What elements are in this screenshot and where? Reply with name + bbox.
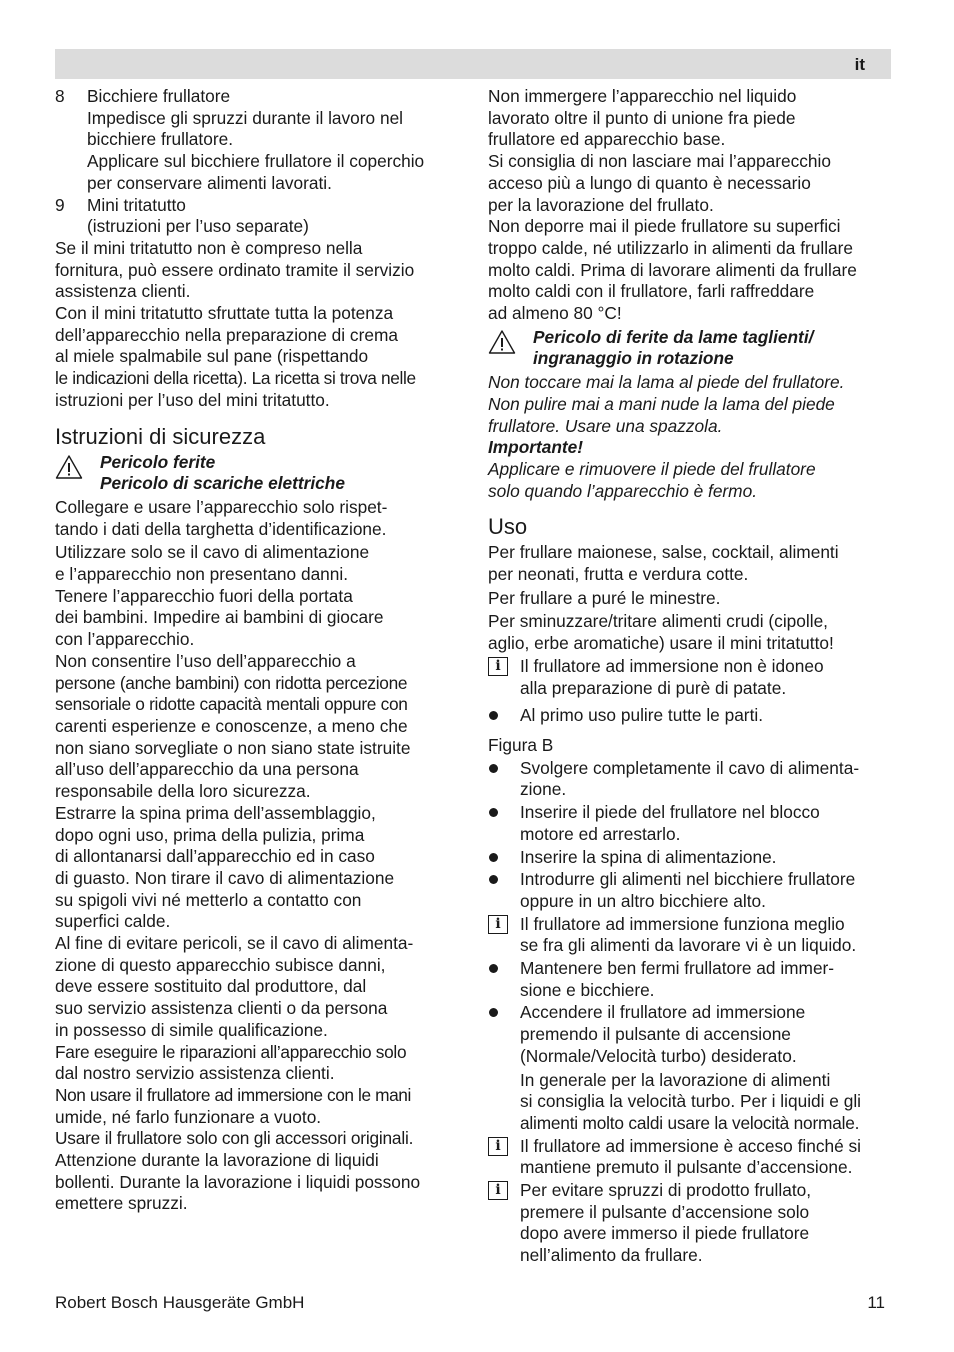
text-line: responsabile della loro sicurezza. [55,781,311,802]
text-line: bicchiere frullatore. [87,129,233,150]
text-line: Per sminuzzare/tritare alimenti crudi (cipolle, [488,611,828,632]
text-line: Per frullare a puré le minestre. [488,587,721,608]
bullet-icon [489,964,498,973]
text-line: oppure in un altro bicchiere alto. [520,890,766,911]
text-line: solo quando l’apparecchio è fermo. [488,480,757,501]
bullet-icon [489,875,498,884]
text-line: frullatore. Usare una spazzola. [488,415,723,436]
text-line: bollenti. Durante la lavorazione i liquidi possono [55,1171,421,1192]
text-line: alla preparazione di purè di patate. [520,677,787,698]
text-line: motore ed arrestarlo. [520,823,681,844]
text-line: Per evitare spruzzi di prodotto frullato, [520,1180,812,1201]
right-column [488,86,894,1267]
text-line: mantiene premuto il pulsante d’accensione. [520,1157,853,1178]
language-code: it [854,55,865,74]
list-item [488,869,894,912]
text-line: le indicazioni della ricetta). La ricetta si trova nelle [55,368,416,389]
paragraph [488,611,894,654]
text-line: Non immergere l’apparecchio nel liquido [488,86,797,106]
page-footer [55,1292,885,1314]
list-item [488,1002,894,1134]
list-item [488,958,894,1001]
text-line: Per frullare maionese, salse, cocktail, alimenti [488,542,839,563]
text-line: dell’apparecchio nella preparazione di crema [55,324,398,345]
info-note [488,1180,894,1267]
header-bar [55,49,891,79]
text-line: Svolgere completamente il cavo di alimenta- [520,757,860,778]
text-line: dopo ogni uso, prima della pulizia, prima [55,824,365,845]
text-line: Il frullatore ad immersione non è idoneo [520,655,824,676]
text-line: ad almeno 80 °C! [488,303,622,324]
text-line: fornitura, può essere ordinato tramite il servizio [55,259,415,280]
info-icon: i [488,657,508,676]
text-line: Accendere il frullatore ad immersione [520,1002,806,1023]
text-line: all’uso dell’apparecchio da una persona [55,759,359,780]
text-line: tando i dati della targhetta d’identificazione. [55,518,387,539]
text-line: superfici calde. [55,911,171,932]
info-icon: i [488,1137,508,1156]
text-line: molto caldi con il frullatore, farli raffreddare [488,281,815,302]
text-line: per conservare alimenti lavorati. [87,172,332,193]
warning-triangle-icon [488,327,533,370]
text-line: se fra gli alimenti da lavorare vi è un liquido. [520,935,857,956]
text-line: dei bambini. Impedire ai bambini di giocare [55,607,384,628]
item-8-description [55,108,460,195]
section-heading-uso: Uso [488,514,528,540]
bullet-icon [489,711,498,720]
text-line: Pericolo di ferite da lame taglienti/ [533,326,814,347]
text-line: si consiglia la velocità turbo. Per i liquidi e gli [520,1091,861,1112]
text-line: Con il mini tritatutto sfruttate tutta la potenza [55,303,394,324]
paragraph [488,86,894,325]
warning-triangle-icon [55,452,100,495]
item-title: Mini tritatutto [87,194,186,215]
item-title: Bicchiere frullatore [87,86,231,106]
text-line: Introdurre gli alimenti nel bicchiere frullatore [520,869,856,890]
text-line: deve essere sostituito dal produttore, dal [55,976,367,997]
important-label: Importante! [488,437,584,458]
bullet-icon [489,853,498,862]
text-line: carenti esperienze e conoscenze, a meno che [55,715,408,736]
text-line: Attenzione durante la lavorazione di liquidi [55,1150,379,1171]
text-line: umide, né farlo funzionare a vuoto. [55,1106,322,1127]
info-icon: i [488,915,508,934]
item-number: 9 [55,194,65,215]
text-line: lavorato oltre il punto di unione fra piede [488,107,796,128]
page-number: 11 [867,1293,885,1312]
info-icon: i [488,1181,508,1200]
text-line: persone (anche bambini) con ridotta percezione [55,672,408,693]
paragraph [488,542,894,585]
text-line: di guasto. Non tirare il cavo di alimentazione [55,867,395,888]
text-line: Il frullatore ad immersione funziona meglio [520,913,845,934]
text-line: suo servizio assistenza clienti o da persona [55,998,388,1019]
text-line: nell’alimento da frullare. [520,1245,703,1266]
text-line: ingranaggio in rotazione [533,348,734,369]
text-line: sione e bicchiere. [520,979,655,1000]
text-line: e l’apparecchio non presentano danni. [55,564,349,585]
left-column [55,86,460,1215]
text-line: su spigoli vivi né metterlo a contatto con [55,889,362,910]
text-line: in possesso di simile qualificazione. [55,1019,328,1040]
important-text [488,459,894,502]
text-line: Utilizzare solo se il cavo di alimentazione [55,542,370,563]
text-line: assistenza clienti. [55,281,191,302]
text-line: al miele spalmabile sul pane (rispettando [55,346,369,367]
text-line: dopo avere immerso il piede frullatore [520,1223,810,1244]
list-item [488,705,894,727]
text-line: Pericolo ferite [100,451,216,472]
company-name: Robert Bosch Hausgeräte GmbH [55,1293,305,1312]
text-line: Tenere l’apparecchio fuori della portata [55,585,353,606]
text-line: (istruzioni per l’uso separate) [87,216,309,237]
figure-reference: Figura B [488,734,554,755]
text-line: premere il pulsante d’accensione solo [520,1201,810,1222]
text-line: Collegare e usare l’apparecchio solo rispet- [55,496,388,517]
text-line: Applicare sul bicchiere frullatore il coperchio [87,151,425,172]
list-item [488,847,894,869]
text-line: di allontanarsi dall’apparecchio ed in caso [55,846,375,867]
text-line: per neonati, frutta e verdura cotte. [488,564,749,585]
text-line: dal nostro servizio assistenza clienti. [55,1063,335,1084]
text-line: Usare il frullatore solo con gli accessori originali. [55,1128,414,1149]
item-8 [55,86,460,108]
bullet-icon [489,1008,498,1017]
bullet-icon [489,764,498,773]
text-line: Fare eseguire le riparazioni all’apparecchio solo [55,1041,407,1062]
text-line: aglio, erbe aromatiche) usare il mini tritatutto! [488,633,834,654]
list-item [488,802,894,845]
item-9-description [55,216,460,238]
warning-block [55,452,460,495]
text-line: Il frullatore ad immersione è acceso finché si [520,1135,861,1156]
section-heading-safety: Istruzioni di sicurezza [55,423,266,449]
warning-text [100,452,460,495]
text-line: Si consiglia di non lasciare mai l’apparecchio [488,151,831,172]
warning-block [488,327,894,370]
text-line: alimenti molto caldi usare la velocità normale. [520,1112,860,1133]
text-line: istruzioni per l’uso del mini tritatutto. [55,389,330,410]
text-line: Se il mini tritatutto non è compreso nella [55,237,363,258]
text-line: sensoriale o ridotte capacità mentali oppure con [55,694,408,715]
text-line: Al fine di evitare pericoli, se il cavo di alimenta- [55,933,414,954]
item-number: 8 [55,86,65,106]
text-line: premendo il pulsante di accensione [520,1024,791,1045]
text-line: Non deporre mai il piede frullatore su superfici [488,216,841,237]
text-line: acceso più a lungo di quanto è necessario [488,172,811,193]
text-line: non siano sorvegliate o non siano state istruite [55,737,411,758]
text-line: troppo calde, né utilizzarlo in alimenti da frullare [488,237,854,258]
list-item [488,758,894,801]
paragraph [55,303,460,412]
info-note [488,656,894,699]
text-line: zione. [520,779,567,800]
text-line: Estrarre la spina prima dell’assemblaggio, [55,802,376,823]
text-line: In generale per la lavorazione di alimenti [520,1069,831,1090]
info-note [488,1136,894,1179]
warning-text [533,327,894,370]
item-9 [55,195,460,217]
text-line: molto caldi. Prima di lavorare alimenti da frullare [488,259,857,280]
text-line: frullatore ed apparecchio base. [488,129,726,150]
text-line: Non usare il frullatore ad immersione con le mani [55,1084,411,1105]
paragraph [55,238,460,303]
text-line: Non toccare mai la lama al piede del frullatore. [488,372,845,393]
text-line: Pericolo di scariche elettriche [100,473,345,494]
paragraph [55,542,460,1215]
text-line: Impedisce gli spruzzi durante il lavoro nel [87,107,404,128]
text-line: Mantenere ben fermi frullatore ad immer- [520,958,835,979]
text-line: Al primo uso pulire tutte le parti. [520,705,764,726]
text-line: Non pulire mai a mani nude la lama del piede [488,393,835,414]
paragraph [488,588,894,610]
text-line: Non consentire l’uso dell’apparecchio a [55,650,356,671]
text-line: (Normale/Velocità turbo) desiderato. [520,1045,797,1066]
text-line: per la lavorazione del frullato. [488,194,714,215]
warning-description [488,372,894,437]
bullet-icon [489,808,498,817]
paragraph [55,497,460,540]
text-line: Applicare e rimuovere il piede del frullatore [488,458,816,479]
text-line: zione di questo apparecchio subisce danni, [55,954,386,975]
text-line: con l’apparecchio. [55,629,195,650]
text-line: Inserire il piede del frullatore nel blocco [520,802,820,823]
text-line: Inserire la spina di alimentazione. [520,846,777,867]
text-line: emettere spruzzi. [55,1193,188,1214]
info-note [488,914,894,957]
